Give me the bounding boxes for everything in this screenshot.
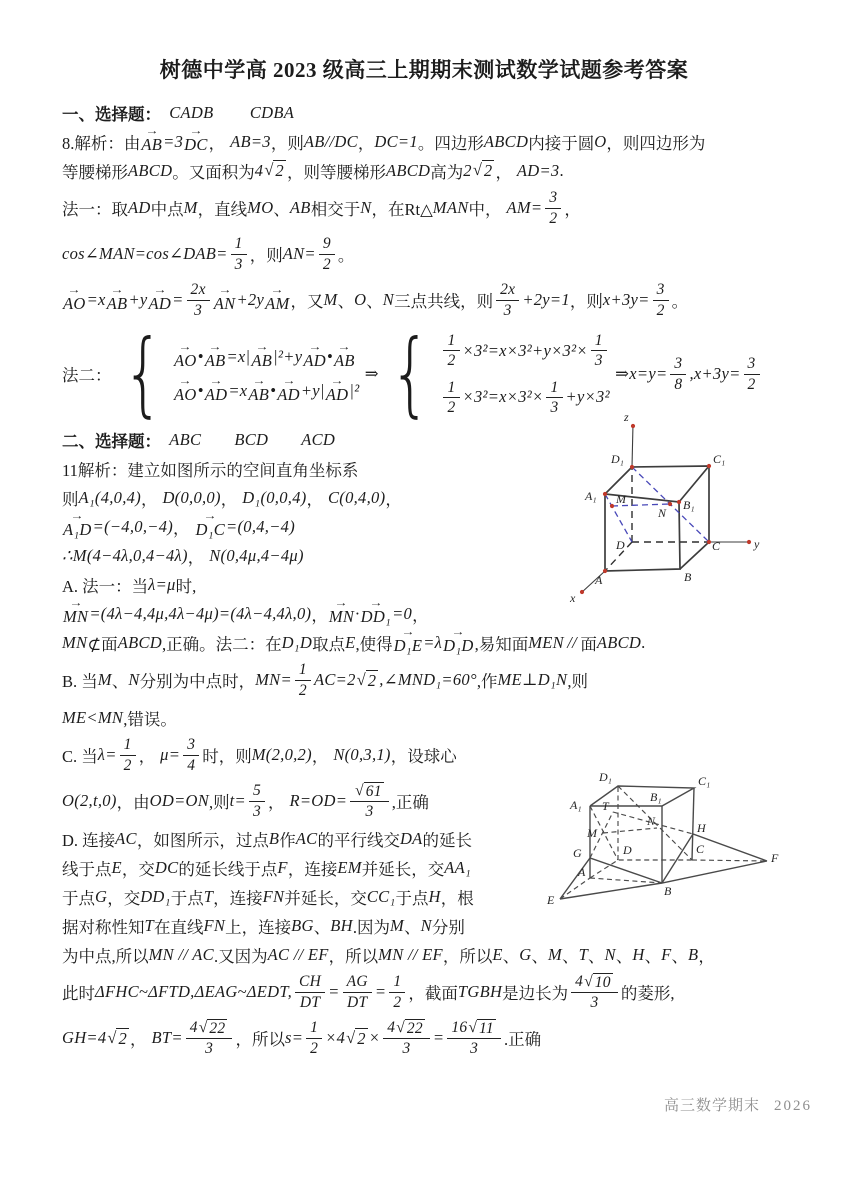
text-line: 11解析：建立如图所示的空间直角坐标系 <box>62 460 359 480</box>
vector-overarrow: → AD <box>204 375 228 404</box>
vector-arrow-icon: → <box>189 126 203 138</box>
footer-label: 高三数学期末 <box>663 1098 760 1114</box>
radical-icon: √ <box>396 1018 405 1036</box>
vector-arrow-icon: → <box>401 627 415 639</box>
point-label-f: F <box>771 851 779 865</box>
vector-arrow-icon: → <box>203 511 218 523</box>
fraction: $\frac{1}{3}$ <box>591 332 607 370</box>
text-line: 于点 G ，交 DD₁ 于点 T ，连接 FN 并延长，交 CC₁ 于点 H ，根 <box>62 886 474 908</box>
vertex-label-c1: C₁ <box>698 774 711 788</box>
fraction: $\frac{2x}{3}$ <box>187 281 210 319</box>
square-root: √ 22 <box>198 1018 226 1037</box>
vector-arrow-icon: → <box>145 126 159 138</box>
vector-arrow-icon: → <box>110 284 124 296</box>
vector-arrow-icon: → <box>330 375 344 387</box>
vector-arrow-icon: → <box>209 375 223 387</box>
vector-overarrow: → AO <box>174 375 197 404</box>
equation-system: { $\frac{1}{2}$ ×3²=x×3²+y×3²× $\frac{1}{3}$ $\frac{1}{2}$ ×3²=x×3²× $\frac{1}{3}$ +y×3² <box>389 320 610 428</box>
problem-11-solution <box>62 454 786 824</box>
vertex-label-a1: A₁ <box>570 798 582 812</box>
radical-icon: √ <box>264 160 274 179</box>
text-line: ME<MN ,错误。 <box>62 707 177 729</box>
fraction: $\frac{1}{2}$ <box>443 379 459 417</box>
fraction: $\frac{3}{2}$ <box>653 281 669 319</box>
point-label-h: H <box>697 821 706 835</box>
text-line: 线于点 E ，交 DC 的延长线于点 F ，连接 EM 并延长，交 AA₁ <box>62 857 472 879</box>
vertex-label-b: B <box>664 884 672 898</box>
vertex-label-d: D <box>623 843 632 857</box>
vector-arrow-icon: → <box>281 375 296 387</box>
point-label-g: G <box>573 846 582 860</box>
radical-icon: √ <box>356 669 366 689</box>
fraction: $\frac{2x}{3}$ <box>496 281 519 319</box>
vector-overarrow: → D₁E <box>393 627 423 656</box>
fraction: $\frac{3}{8}$ <box>670 355 686 393</box>
fraction: $\frac{1}{2}$ <box>120 736 136 774</box>
text-line: 则 A₁(4,0,4) ， D(0,0,0) ， D₁(0,0,4) ， C(0,4,0) ， <box>62 487 402 509</box>
vector-arrow-icon: → <box>255 342 269 354</box>
vector-overarrow: → AB <box>248 375 270 404</box>
text-line: 8.解析：由 → AB =3 → DC ， AB=3 ，则 AB//DC ， DC=1 。四边形 ABCD 内接于圆 O ，则四边形为 <box>62 126 706 155</box>
vector-overarrow: → AB <box>106 284 128 313</box>
square-root: √ 2 <box>472 160 493 180</box>
fraction: $\frac{3}{2}$ <box>545 189 561 227</box>
text-line: 法二： { → AO • → AB =x| → AB |²+y → AD • → AB → AO • → AD =x → AB • → AD +y| → AD |² ⇒ { $\frac{1}{2}$ ×3²=x×3²+y×3²× $\frac{1}{3}$ $\frac{1}{2}$ ×3²=x×3²× $\frac{1}{3}$ +y×3² ⇒x=y= $\frac{3}{8}$ ,x+3y= $\frac{3}{2}$ <box>62 325 786 423</box>
vertex-label-a: A <box>595 573 603 587</box>
fraction: $\frac{9}{2}$ <box>319 235 335 273</box>
fraction: 16 √ 11 3 <box>447 1019 501 1058</box>
document-body <box>62 98 786 1061</box>
vector-overarrow: → AB <box>251 342 273 371</box>
fraction: 4 √ 10 3 <box>571 973 618 1012</box>
fraction: √ 61 3 <box>350 782 389 821</box>
text-line: cos∠MAN=cos∠DAB= $\frac{1}{3}$ ，则 AN= $\frac{9}{2}$ 。 <box>62 235 355 273</box>
vertex-label-a1: A₁ <box>585 489 597 503</box>
vector-arrow-icon: → <box>67 284 82 296</box>
page-footer <box>664 1094 812 1115</box>
axis-label-y: y <box>754 537 760 551</box>
vertex-label-c1: C₁ <box>713 452 726 466</box>
vector-overarrow: → DC <box>184 126 208 155</box>
vector-arrow-icon: → <box>307 342 322 354</box>
vector-overarrow: → DD₁ <box>360 598 392 627</box>
vertex-label-d1: D₁ <box>611 452 624 466</box>
text-line: 二、选择题： ABC BCD ACD <box>62 429 336 451</box>
vector-arrow-icon: → <box>70 511 85 523</box>
vertex-label-b: B <box>684 570 692 584</box>
fraction: 4 √ 22 3 <box>186 1019 233 1058</box>
vertex-label-b1: B₁ <box>683 498 695 512</box>
radical-icon: √ <box>107 1027 117 1047</box>
vector-arrow-icon: → <box>334 598 349 610</box>
text-line: 为中点,所以 MN // AC .又因为 AC // EF ，所以 MN // EF ，所以 E 、 G 、 M 、 T 、 N 、 H 、 F 、 B ， <box>62 944 715 966</box>
text-line: → AO =x → AB +y → AD = $\frac{2x}{3}$ → AN +2y → AM ，又 M 、 O 、 N 三点共线，则 $\frac{2x}{3}$ +2y=1 ，则 x+3y= $\frac{3}{2}$ 。 <box>63 281 689 319</box>
text-line: GH=4 √ 2 ， BT= 4 √ 22 3 ，所以 s= $\frac{1}{2}$ ×4 √ 2 × 4 √ 22 3 = 16 √ 11 3 .正确 <box>62 1018 542 1057</box>
fraction: $\frac{AG}{DT}$ <box>343 973 372 1011</box>
vector-overarrow: → D₁D <box>443 627 474 656</box>
vector-overarrow: → A₁D <box>63 511 92 540</box>
vector-overarrow: → AD <box>148 284 172 313</box>
point-label-m: M <box>587 826 597 840</box>
vertex-label-a: A <box>578 865 586 879</box>
axis-label-z: z <box>624 410 629 424</box>
radical-icon: √ <box>468 1018 477 1036</box>
vector-overarrow: → AN <box>213 284 236 313</box>
vertex-label-d1: D₁ <box>599 770 612 784</box>
section-two-answers <box>62 425 786 454</box>
text-line: 据对称性知 T 在直线 FN 上，连接 BG 、 BH .因为 M 、 N 分别 <box>62 915 465 937</box>
fraction: $\frac{5}{3}$ <box>249 782 265 820</box>
square-root: √ 2 <box>346 1027 366 1048</box>
point-label-e: E <box>547 893 555 907</box>
fraction: $\frac{3}{4}$ <box>183 736 199 774</box>
point-label-t: T <box>602 799 609 813</box>
square-root: √ 61 <box>355 781 382 800</box>
vector-arrow-icon: → <box>178 375 193 387</box>
square-root: √ 10 <box>584 972 611 991</box>
footer-page-number: 2026 <box>774 1098 812 1114</box>
point-label-n: N <box>647 814 656 828</box>
radical-icon: √ <box>346 1027 356 1047</box>
equation-system: { → AO • → AB =x| → AB |²+y → AD • → AB → AO • → AD =x → AB • → AD +y| → AD |² <box>122 320 360 428</box>
text-line: 一、选择题： CADB CDBA <box>62 102 295 124</box>
fraction: $\frac{1}{3}$ <box>546 379 562 417</box>
fraction: 4 √ 22 3 <box>383 1019 430 1058</box>
vector-arrow-icon: → <box>68 598 83 610</box>
vector-arrow-icon: → <box>178 342 193 354</box>
vector-arrow-icon: → <box>208 342 222 354</box>
vector-overarrow: → AD <box>325 375 349 404</box>
problem-8-solution <box>62 126 786 428</box>
problem-11-option-d <box>62 824 786 1061</box>
point-label-n: N <box>658 506 667 520</box>
fraction: $\frac{3}{2}$ <box>744 355 760 393</box>
vector-overarrow: → AO <box>174 342 197 371</box>
vector-overarrow: → AB <box>334 342 355 371</box>
vertex-label-b1: B₁ <box>650 790 662 804</box>
text-line: → A₁D =(−4,0,−4) ， → D₁C =(0,4,−4) <box>63 511 296 540</box>
point-label-m: M <box>616 492 626 506</box>
vector-arrow-icon: → <box>153 284 167 296</box>
vector-overarrow: → AM <box>265 284 290 313</box>
fraction: $\frac{1}{3}$ <box>231 235 247 273</box>
vector-overarrow: → MN <box>63 598 89 627</box>
vector-arrow-icon: → <box>217 284 232 296</box>
fraction: $\frac{1}{2}$ <box>295 661 311 699</box>
text-line: → MN =(4λ−4,4μ,4λ−4μ)=(4λ−4,4λ,0) ， → MN · → DD₁ =0 ， <box>63 598 429 627</box>
fraction: $\frac{1}{2}$ <box>443 332 459 370</box>
vector-overarrow: → AB <box>204 342 226 371</box>
vector-overarrow: → AB <box>141 126 163 155</box>
vector-arrow-icon: → <box>337 342 352 354</box>
fraction: $\frac{1}{2}$ <box>389 973 405 1011</box>
vector-overarrow: → AO <box>63 284 86 313</box>
square-root: √ 2 <box>356 669 377 690</box>
vector-arrow-icon: → <box>252 375 266 387</box>
system-brace-icon: { <box>122 320 164 428</box>
square-root: √ 2 <box>264 160 284 180</box>
vector-overarrow: → AD <box>277 375 300 404</box>
vertex-label-c: C <box>696 842 705 856</box>
section-one-answers <box>62 98 786 127</box>
vertex-label-c: C <box>712 539 721 553</box>
vertex-label-d: D <box>616 538 625 552</box>
text-line: ∴M(4−4λ,0,4−4λ) ， N(0,4μ,4−4μ) <box>62 545 304 567</box>
text-line: B. 当 M 、 N 分别为中点时， MN= $\frac{1}{2}$ AC=2 √ 2 ,∠MND₁=60° ,作 ME⊥D₁N ,则 <box>62 661 588 699</box>
vector-arrow-icon: → <box>369 598 383 610</box>
text-line: C. 当 λ= $\frac{1}{2}$ ， μ= $\frac{3}{4}$ 时，则 M(2,0,2) ， N(0,3,1) ，设球心 <box>62 736 457 774</box>
text-line: O(2,t,0) ，由 OD=ON ,则 t= $\frac{5}{3}$ ， R=OD= √ 61 3 ,正确 <box>62 781 429 820</box>
text-line: 此时 ΔFHC~ΔFTD,ΔEAG~ΔEDT, $\frac{CH}{DT}$ = $\frac{AG}{DT}$ = $\frac{1}{2}$ ，截面 TGBH 是边长为 4 √ 10 3 的菱形, <box>62 972 675 1011</box>
radical-icon: √ <box>584 972 593 990</box>
vector-overarrow: → AD <box>303 342 326 371</box>
square-root: √ 22 <box>396 1018 423 1037</box>
text-line: A. 法一：当 λ=μ 时, <box>62 574 197 596</box>
square-root: √ 2 <box>107 1027 128 1048</box>
square-root: √ 11 <box>468 1018 494 1037</box>
text-line: MN ⊄面 ABCD ,正确。法二：在 D₁D 取点 E ,使得 → D₁E =λ → D₁D ,易知面 MEN // 面 ABCD . <box>62 627 646 656</box>
vector-overarrow: → MN <box>328 598 355 627</box>
fraction: $\frac{1}{2}$ <box>306 1019 322 1057</box>
text-line: 等腰梯形 ABCD 。又面积为 4 √ 2 ，则等腰梯形 ABCD 高为 2 √ 2 ， AD=3 . <box>62 160 564 182</box>
vector-arrow-icon: → <box>270 284 285 296</box>
fraction: $\frac{CH}{DT}$ <box>295 973 325 1011</box>
radical-icon: √ <box>472 160 482 179</box>
radical-icon: √ <box>355 781 364 799</box>
vector-overarrow: → D₁C <box>195 511 226 540</box>
text-line: 法一：取 AD 中点 M ，直线 MO 、 AB 相交于 N ，在Rt△ MAN 中， AM= $\frac{3}{2}$ ， <box>62 189 581 227</box>
radical-icon: √ <box>198 1018 208 1036</box>
text-line: D. 连接 AC ，如图所示，过点 B 作 AC 的平行线交 DA 的延长 <box>62 828 473 850</box>
system-brace-icon: { <box>389 320 431 428</box>
axis-label-x: x <box>570 591 576 605</box>
vector-arrow-icon: → <box>451 627 466 639</box>
page-title: 树德中学高 2023 级高三上期期末测试数学试题参考答案 <box>159 58 689 82</box>
